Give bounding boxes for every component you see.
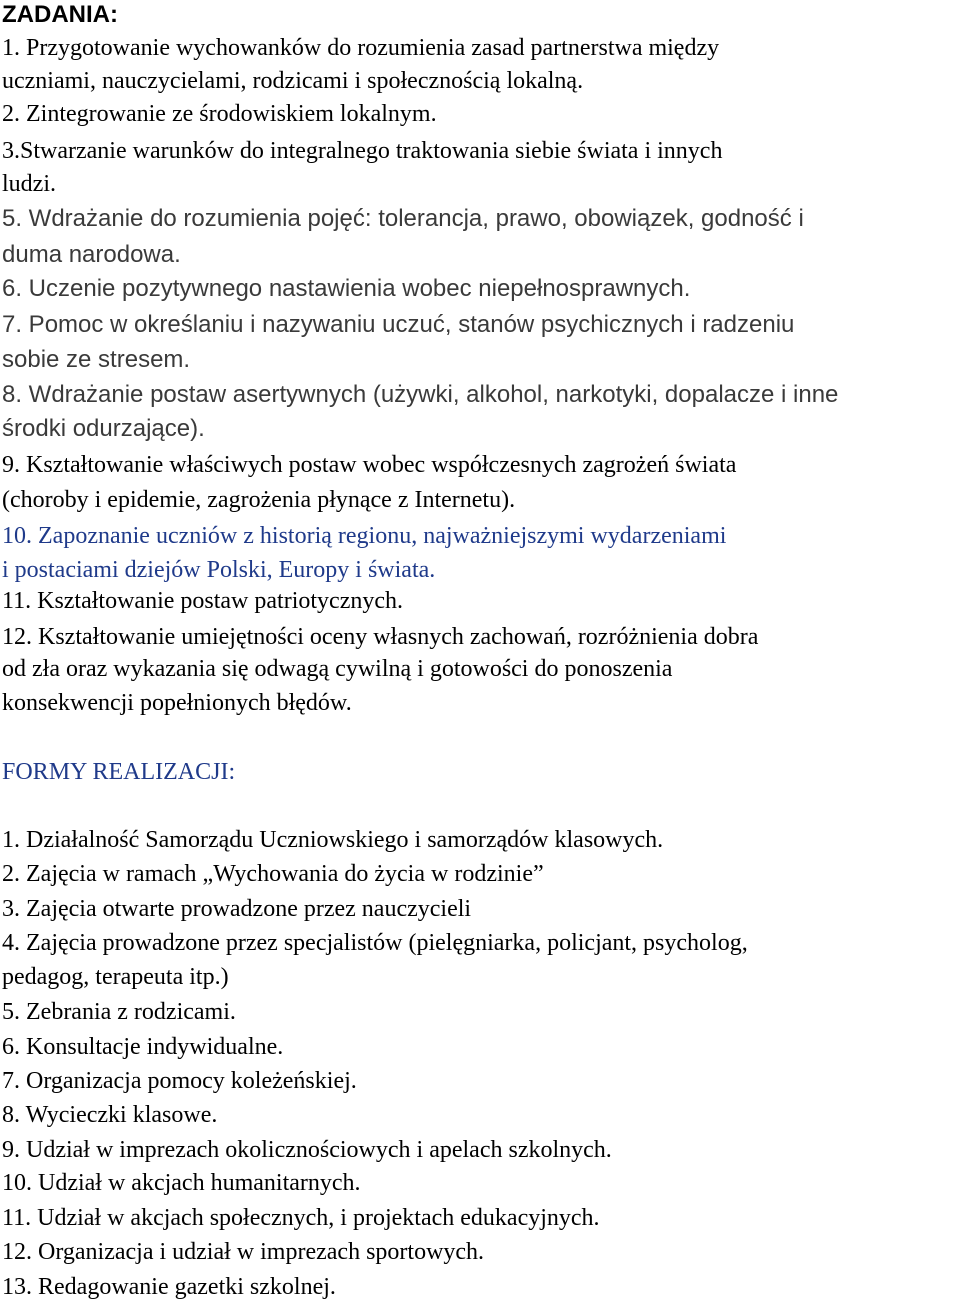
task-line: ludzi.	[2, 171, 56, 197]
task-line: 9. Kształtowanie właściwych postaw wobec współczesnych zagrożeń świata	[2, 452, 737, 478]
task-line: uczniami, nauczycielami, rodzicami i społecznością lokalną.	[2, 68, 584, 94]
form-line: 1. Działalność Samorządu Uczniowskiego i samorządów klasowych.	[2, 827, 664, 853]
task-line: 5. Wdrażanie do rozumienia pojęć: tolerancja, prawo, obowiązek, godność i	[2, 205, 804, 232]
task-line: konsekwencji popełnionych błędów.	[2, 690, 352, 716]
form-line: pedagog, terapeuta itp.)	[2, 964, 229, 990]
task-line: 10. Zapoznanie uczniów z historią regionu, najważniejszymi wydarzeniami	[2, 523, 727, 549]
task-line: od zła oraz wykazania się odwagą cywilną i gotowości do ponoszenia	[2, 656, 673, 682]
task-line: (choroby i epidemie, zagrożenia płynące z Internetu).	[2, 487, 516, 513]
form-line: 6. Konsultacje indywidualne.	[2, 1034, 284, 1060]
forms-heading: FORMY REALIZACJI:	[2, 759, 236, 785]
form-line: 10. Udział w akcjach humanitarnych.	[2, 1170, 361, 1196]
task-line: i postaciami dziejów Polski, Europy i świata.	[2, 557, 436, 583]
form-line: 9. Udział w imprezach okolicznościowych i apelach szkolnych.	[2, 1137, 612, 1163]
form-line: 13. Redagowanie gazetki szkolnej.	[2, 1274, 336, 1300]
task-line: sobie ze stresem.	[2, 346, 191, 373]
task-line: 2. Zintegrowanie ze środowiskiem lokalnym.	[2, 101, 437, 127]
task-line: 8. Wdrażanie postaw asertywnych (używki, alkohol, narkotyki, dopalacze i inne	[2, 381, 839, 408]
form-line: 3. Zajęcia otwarte prowadzone przez nauczycieli	[2, 896, 472, 922]
form-line: 12. Organizacja i udział w imprezach sportowych.	[2, 1239, 485, 1265]
task-line: 3.Stwarzanie warunków do integralnego traktowania siebie świata i innych	[2, 138, 723, 164]
task-line: 1. Przygotowanie wychowanków do rozumienia zasad partnerstwa między	[2, 35, 720, 61]
form-line: 7. Organizacja pomocy koleżeńskiej.	[2, 1068, 357, 1094]
form-line: 5. Zebrania z rodzicami.	[2, 999, 236, 1025]
task-line: duma narodowa.	[2, 241, 181, 268]
tasks-heading: ZADANIA:	[2, 1, 118, 28]
task-line: 7. Pomoc w określaniu i nazywaniu uczuć, stanów psychicznych i radzeniu	[2, 311, 795, 338]
form-line: 2. Zajęcia w ramach „Wychowania do życia w rodzinie”	[2, 861, 544, 887]
task-line: 12. Kształtowanie umiejętności oceny własnych zachowań, rozróżnienia dobra	[2, 624, 759, 650]
form-line: 8. Wycieczki klasowe.	[2, 1102, 218, 1128]
form-line: 11. Udział w akcjach społecznych, i projektach edukacyjnych.	[2, 1205, 600, 1231]
form-line: 4. Zajęcia prowadzone przez specjalistów (pielęgniarka, policjant, psycholog,	[2, 930, 748, 956]
task-line: 11. Kształtowanie postaw patriotycznych.	[2, 588, 403, 614]
task-line: 6. Uczenie pozytywnego nastawienia wobec niepełnosprawnych.	[2, 275, 691, 302]
task-line: środki odurzające).	[2, 415, 205, 442]
